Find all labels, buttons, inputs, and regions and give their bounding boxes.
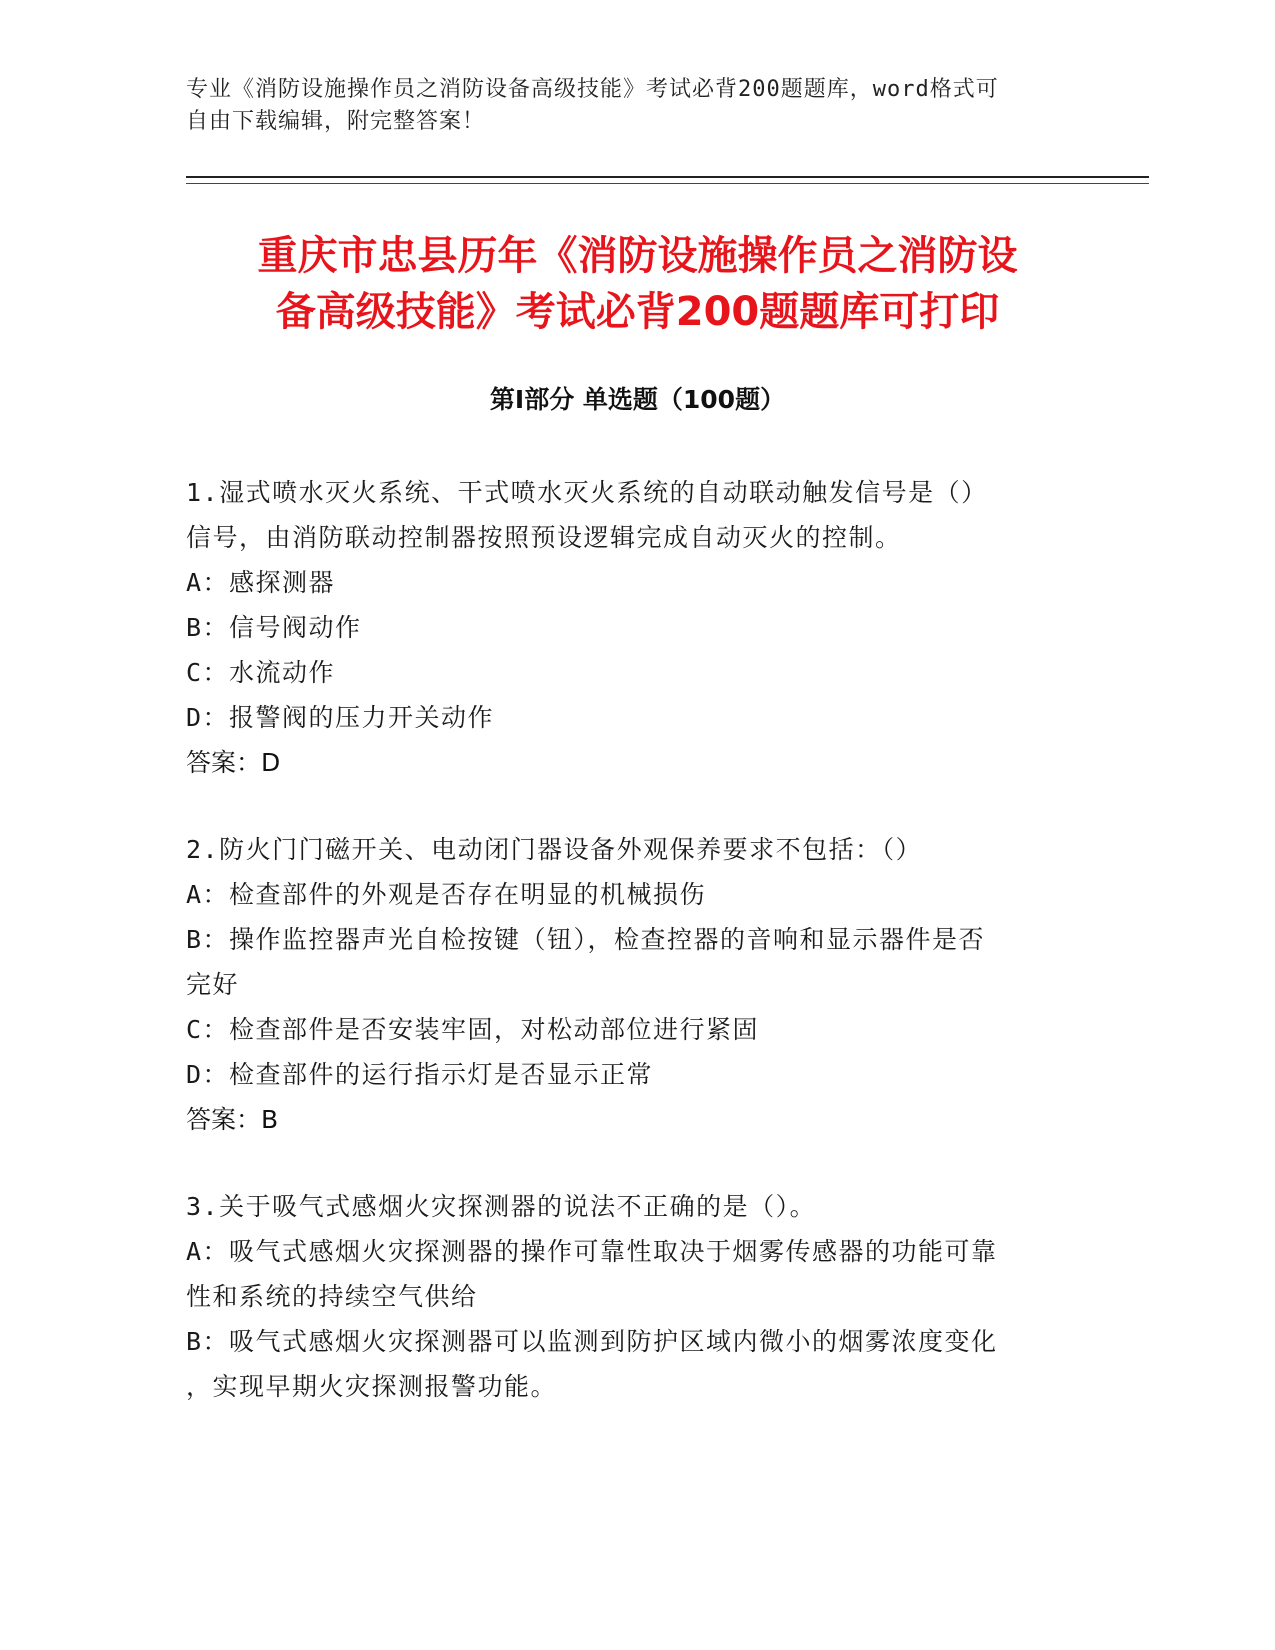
document-title-line-1: 重庆市忠县历年《消防设施操作员之消防设 — [257, 233, 1018, 279]
question-option: 完好 — [186, 970, 240, 999]
question-option: C：检查部件是否安装牢固，对松动部位进行紧固 — [186, 1015, 760, 1044]
question-answer: 答案：B — [186, 1105, 279, 1134]
question-option: D：检查部件的运行指示灯是否显示正常 — [186, 1060, 654, 1089]
question-1 — [186, 470, 1066, 785]
question-stem-line: 信号，由消防联动控制器按照预设逻辑完成自动灭火的控制。 — [186, 523, 902, 552]
header-note — [186, 74, 1066, 138]
question-option: D：报警阀的压力开关动作 — [186, 703, 495, 732]
header-note-line-1: 专业《消防设施操作员之消防设备高级技能》考试必背200题题库，word格式可 — [186, 77, 999, 102]
question-option: C：水流动作 — [186, 658, 336, 687]
question-answer: 答案：D — [186, 748, 281, 777]
section-title: 第Ⅰ部分 单选题（100题） — [489, 385, 786, 414]
question-option: ，实现早期火灾探测报警功能。 — [186, 1372, 558, 1401]
question-stem-line: 3.关于吸气式感烟火灾探测器的说法不正确的是（）。 — [186, 1192, 817, 1221]
question-option: B：信号阀动作 — [186, 613, 362, 642]
question-option: 性和系统的持续空气供给 — [186, 1282, 478, 1311]
question-option: B：吸气式感烟火灾探测器可以监测到防护区域内微小的烟雾浓度变化 — [186, 1327, 998, 1356]
header-note-line-2: 自由下载编辑，附完整答案！ — [186, 109, 486, 134]
question-list — [186, 470, 1066, 1451]
question-stem-line: 2.防火门门磁开关、电动闭门器设备外观保养要求不包括：（） — [186, 835, 923, 864]
question-3 — [186, 1184, 1066, 1409]
question-option: B：操作监控器声光自检按键（钮），检查控器的音响和显示器件是否 — [186, 925, 986, 954]
document-title-line-2: 备高级技能》考试必背200题题库可打印 — [275, 289, 1000, 335]
header-divider-thin — [186, 183, 1149, 184]
question-stem-line: 1.湿式喷水灭火系统、干式喷水灭火系统的自动联动触发信号是（） — [186, 478, 988, 507]
question-option: A：吸气式感烟火灾探测器的操作可靠性取决于烟雾传感器的功能可靠 — [186, 1237, 998, 1266]
document-title — [186, 228, 1089, 340]
question-option: A：检查部件的外观是否存在明显的机械损伤 — [186, 880, 707, 909]
header-divider-thick — [186, 176, 1149, 178]
question-2 — [186, 827, 1066, 1142]
question-option: A：感探测器 — [186, 568, 336, 597]
